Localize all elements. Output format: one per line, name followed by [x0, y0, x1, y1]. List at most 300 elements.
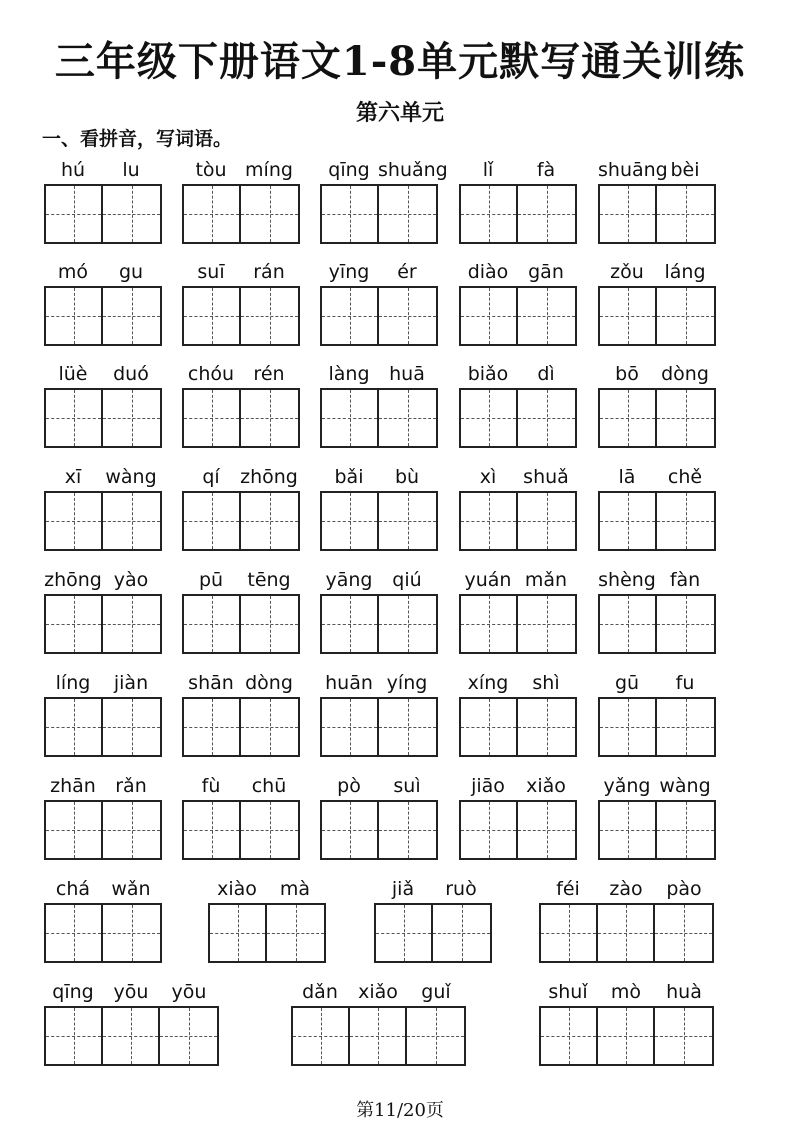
- pinyin-syllable: xiǎo: [358, 981, 398, 1003]
- pinyin-syllable: xī: [64, 466, 82, 488]
- pinyin-row: [459, 260, 577, 284]
- tian-zi-ge-cell[interactable]: [103, 390, 160, 446]
- writing-boxes: [598, 800, 716, 860]
- pinyin-syllable: qiú: [392, 569, 422, 591]
- pinyin-syllable: qīng: [52, 981, 94, 1003]
- writing-boxes: [44, 1006, 219, 1066]
- writing-boxes: [44, 184, 162, 244]
- word-item: [459, 362, 577, 448]
- tian-zi-ge-cell[interactable]: [657, 802, 714, 858]
- tian-zi-ge-cell[interactable]: [518, 493, 575, 549]
- word-item: [598, 774, 716, 860]
- pinyin-syllable: gān: [528, 261, 564, 283]
- tian-zi-ge-cell[interactable]: [241, 493, 298, 549]
- pinyin-syllable: fu: [675, 672, 695, 694]
- word-item: [44, 568, 162, 654]
- pinyin-syllable: tēng: [247, 569, 291, 591]
- writing-boxes: [44, 388, 162, 448]
- writing-boxes: [374, 903, 492, 963]
- pinyin-syllable: shèng: [598, 569, 656, 591]
- tian-zi-ge-cell[interactable]: [600, 699, 657, 755]
- pinyin-syllable: jiàn: [113, 672, 149, 694]
- pinyin-syllable: rán: [253, 261, 285, 283]
- word-item: [459, 671, 577, 757]
- pinyin-syllable: zào: [609, 878, 643, 900]
- writing-boxes: [459, 286, 577, 346]
- tian-zi-ge-cell[interactable]: [46, 288, 103, 344]
- pinyin-row: [598, 774, 716, 798]
- pinyin-syllable: xíng: [467, 672, 509, 694]
- tian-zi-ge-cell[interactable]: [379, 596, 436, 652]
- tian-zi-ge-cell[interactable]: [103, 1008, 160, 1064]
- tian-zi-ge-cell[interactable]: [657, 288, 714, 344]
- pinyin-syllable: bǎi: [334, 466, 364, 488]
- tian-zi-ge-cell[interactable]: [184, 493, 241, 549]
- pinyin-syllable: làng: [328, 363, 370, 385]
- tian-zi-ge-cell[interactable]: [600, 596, 657, 652]
- tian-zi-ge-cell[interactable]: [46, 905, 103, 961]
- pinyin-syllable: shuǎng: [378, 159, 448, 181]
- writing-boxes: [182, 184, 300, 244]
- pinyin-syllable: ér: [397, 261, 417, 283]
- writing-boxes: [320, 800, 438, 860]
- writing-boxes: [44, 800, 162, 860]
- pinyin-row: [459, 362, 577, 386]
- tian-zi-ge-cell[interactable]: [184, 288, 241, 344]
- tian-zi-ge-cell[interactable]: [103, 802, 160, 858]
- pinyin-syllable: rén: [253, 363, 285, 385]
- pinyin-syllable: pò: [337, 775, 361, 797]
- word-item: [374, 877, 492, 963]
- pinyin-row: [44, 774, 162, 798]
- writing-boxes: [459, 388, 577, 448]
- word-item: [44, 362, 162, 448]
- writing-boxes: [182, 800, 300, 860]
- pinyin-row: [320, 671, 438, 695]
- pinyin-syllable: yuán: [464, 569, 512, 591]
- tian-zi-ge-cell[interactable]: [461, 390, 518, 446]
- tian-zi-ge-cell[interactable]: [541, 905, 598, 961]
- pinyin-row: [44, 260, 162, 284]
- pinyin-syllable: yíng: [386, 672, 428, 694]
- tian-zi-ge-cell[interactable]: [103, 493, 160, 549]
- pinyin-syllable: jiǎ: [391, 878, 415, 900]
- pinyin-syllable: wǎn: [111, 878, 151, 900]
- writing-boxes: [320, 286, 438, 346]
- pinyin-row: [44, 568, 162, 592]
- pinyin-row: [182, 671, 300, 695]
- pinyin-row: [182, 362, 300, 386]
- tian-zi-ge-cell[interactable]: [657, 390, 714, 446]
- pinyin-syllable: shān: [188, 672, 234, 694]
- pinyin-row: [320, 465, 438, 489]
- unit-heading: 第六单元: [355, 100, 444, 126]
- pinyin-syllable: bù: [394, 466, 420, 488]
- tian-zi-ge-cell[interactable]: [46, 596, 103, 652]
- pinyin-row: [208, 877, 326, 901]
- pinyin-syllable: lu: [122, 159, 140, 181]
- pinyin-row: [598, 465, 716, 489]
- pinyin-syllable: huā: [389, 363, 425, 385]
- pinyin-syllable: xiǎo: [526, 775, 566, 797]
- tian-zi-ge-cell[interactable]: [461, 802, 518, 858]
- pinyin-syllable: gu: [118, 261, 144, 283]
- pinyin-row: [320, 158, 448, 182]
- tian-zi-ge-cell[interactable]: [541, 1008, 598, 1064]
- pinyin-syllable: shuǎ: [523, 466, 569, 488]
- writing-boxes: [459, 184, 577, 244]
- tian-zi-ge-cell[interactable]: [46, 493, 103, 549]
- tian-zi-ge-cell[interactable]: [241, 596, 298, 652]
- word-item: [459, 465, 577, 551]
- tian-zi-ge-cell[interactable]: [379, 493, 436, 549]
- writing-boxes: [182, 388, 300, 448]
- pinyin-row: [598, 671, 716, 695]
- word-item: [182, 671, 300, 757]
- tian-zi-ge-cell[interactable]: [376, 905, 433, 961]
- writing-boxes: [598, 286, 716, 346]
- tian-zi-ge-cell[interactable]: [407, 1008, 464, 1064]
- word-item: [539, 980, 714, 1066]
- pinyin-syllable: lǐ: [482, 159, 494, 181]
- pinyin-syllable: féi: [556, 878, 580, 900]
- pinyin-syllable: zǒu: [610, 261, 644, 283]
- pinyin-row: [459, 465, 577, 489]
- tian-zi-ge-cell[interactable]: [184, 186, 241, 242]
- pinyin-syllable: yōu: [113, 981, 149, 1003]
- tian-zi-ge-cell[interactable]: [600, 186, 657, 242]
- word-item: [208, 877, 326, 963]
- word-item: [320, 362, 438, 448]
- pinyin-syllable: huān: [325, 672, 373, 694]
- pinyin-syllable: zhōng: [240, 466, 298, 488]
- pinyin-syllable: fù: [201, 775, 221, 797]
- pinyin-syllable: suì: [393, 775, 421, 797]
- pinyin-syllable: shì: [532, 672, 560, 694]
- tian-zi-ge-cell[interactable]: [322, 699, 379, 755]
- tian-zi-ge-cell[interactable]: [103, 186, 160, 242]
- pinyin-row: [320, 362, 438, 386]
- tian-zi-ge-cell[interactable]: [379, 390, 436, 446]
- word-item: [182, 774, 300, 860]
- writing-boxes: [459, 800, 577, 860]
- writing-boxes: [44, 903, 162, 963]
- tian-zi-ge-cell[interactable]: [600, 802, 657, 858]
- tian-zi-ge-cell[interactable]: [322, 390, 379, 446]
- pinyin-syllable: lüè: [58, 363, 88, 385]
- tian-zi-ge-cell[interactable]: [241, 802, 298, 858]
- pinyin-row: [44, 980, 219, 1004]
- tian-zi-ge-cell[interactable]: [241, 390, 298, 446]
- word-item: [459, 260, 577, 346]
- word-item: [44, 465, 162, 551]
- pinyin-syllable: xì: [479, 466, 497, 488]
- tian-zi-ge-cell[interactable]: [210, 905, 267, 961]
- tian-zi-ge-cell[interactable]: [46, 699, 103, 755]
- pinyin-row: [44, 362, 162, 386]
- pinyin-syllable: bō: [615, 363, 639, 385]
- writing-boxes: [182, 697, 300, 757]
- word-item: [598, 158, 716, 244]
- word-item: [44, 260, 162, 346]
- tian-zi-ge-cell[interactable]: [655, 905, 712, 961]
- tian-zi-ge-cell[interactable]: [103, 905, 160, 961]
- pinyin-syllable: dòng: [661, 363, 709, 385]
- tian-zi-ge-cell[interactable]: [461, 596, 518, 652]
- tian-zi-ge-cell[interactable]: [160, 1008, 217, 1064]
- tian-zi-ge-cell[interactable]: [518, 390, 575, 446]
- tian-zi-ge-cell[interactable]: [379, 699, 436, 755]
- writing-boxes: [208, 903, 326, 963]
- pinyin-row: [182, 260, 300, 284]
- word-item: [182, 465, 300, 551]
- pinyin-syllable: xiào: [217, 878, 257, 900]
- tian-zi-ge-cell[interactable]: [267, 905, 324, 961]
- word-item: [598, 260, 716, 346]
- writing-boxes: [459, 697, 577, 757]
- tian-zi-ge-cell[interactable]: [322, 186, 379, 242]
- pinyin-row: [459, 568, 577, 592]
- pinyin-row: [320, 260, 438, 284]
- tian-zi-ge-cell[interactable]: [598, 905, 655, 961]
- tian-zi-ge-cell[interactable]: [655, 1008, 712, 1064]
- word-item: [291, 980, 466, 1066]
- tian-zi-ge-cell[interactable]: [103, 699, 160, 755]
- writing-boxes: [291, 1006, 466, 1066]
- tian-zi-ge-cell[interactable]: [379, 288, 436, 344]
- pinyin-row: [459, 671, 577, 695]
- pinyin-syllable: qīng: [328, 159, 370, 181]
- pinyin-row: [374, 877, 492, 901]
- pinyin-row: [539, 877, 714, 901]
- pinyin-row: [539, 980, 714, 1004]
- writing-boxes: [320, 184, 438, 244]
- pinyin-syllable: qí: [202, 466, 220, 488]
- pinyin-row: [598, 362, 716, 386]
- tian-zi-ge-cell[interactable]: [598, 1008, 655, 1064]
- pinyin-row: [44, 877, 162, 901]
- pinyin-syllable: bèi: [670, 159, 700, 181]
- tian-zi-ge-cell[interactable]: [518, 596, 575, 652]
- word-item: [320, 260, 438, 346]
- word-item: [320, 465, 438, 551]
- tian-zi-ge-cell[interactable]: [103, 288, 160, 344]
- tian-zi-ge-cell[interactable]: [657, 699, 714, 755]
- tian-zi-ge-cell[interactable]: [184, 596, 241, 652]
- tian-zi-ge-cell[interactable]: [657, 186, 714, 242]
- tian-zi-ge-cell[interactable]: [461, 493, 518, 549]
- tian-zi-ge-cell[interactable]: [379, 802, 436, 858]
- tian-zi-ge-cell[interactable]: [103, 596, 160, 652]
- pinyin-syllable: mà: [279, 878, 311, 900]
- pinyin-row: [44, 465, 162, 489]
- writing-boxes: [320, 697, 438, 757]
- section-heading: 一、看拼音，写词语。: [42, 128, 233, 150]
- pinyin-syllable: yāng: [325, 569, 373, 591]
- pinyin-syllable: diào: [467, 261, 509, 283]
- tian-zi-ge-cell[interactable]: [461, 186, 518, 242]
- page-number: 第11/20页: [356, 1100, 444, 1121]
- tian-zi-ge-cell[interactable]: [46, 802, 103, 858]
- writing-boxes: [459, 594, 577, 654]
- writing-boxes: [320, 594, 438, 654]
- pinyin-syllable: wàng: [105, 466, 157, 488]
- tian-zi-ge-cell[interactable]: [184, 802, 241, 858]
- pinyin-syllable: míng: [245, 159, 293, 181]
- writing-boxes: [182, 286, 300, 346]
- pinyin-syllable: biǎo: [467, 363, 509, 385]
- tian-zi-ge-cell[interactable]: [600, 288, 657, 344]
- tian-zi-ge-cell[interactable]: [600, 493, 657, 549]
- word-item: [598, 671, 716, 757]
- word-item: [44, 877, 162, 963]
- word-item: [320, 774, 438, 860]
- pinyin-syllable: mò: [610, 981, 642, 1003]
- pinyin-syllable: ruò: [445, 878, 477, 900]
- writing-boxes: [598, 594, 716, 654]
- pinyin-syllable: shuǐ: [548, 981, 588, 1003]
- pinyin-row: [459, 774, 577, 798]
- pinyin-syllable: dì: [537, 363, 555, 385]
- word-item: [182, 362, 300, 448]
- tian-zi-ge-cell[interactable]: [322, 802, 379, 858]
- writing-boxes: [44, 594, 162, 654]
- writing-boxes: [598, 491, 716, 551]
- tian-zi-ge-cell[interactable]: [600, 390, 657, 446]
- pinyin-syllable: fàn: [669, 569, 701, 591]
- tian-zi-ge-cell[interactable]: [461, 699, 518, 755]
- pinyin-syllable: mó: [57, 261, 89, 283]
- tian-zi-ge-cell[interactable]: [433, 905, 490, 961]
- pinyin-syllable: yīng: [328, 261, 370, 283]
- writing-boxes: [598, 697, 716, 757]
- pinyin-syllable: líng: [55, 672, 91, 694]
- pinyin-syllable: chá: [55, 878, 91, 900]
- pinyin-syllable: huà: [666, 981, 702, 1003]
- pinyin-syllable: yào: [113, 569, 149, 591]
- word-item: [44, 774, 162, 860]
- tian-zi-ge-cell[interactable]: [461, 288, 518, 344]
- word-item: [459, 568, 577, 654]
- pinyin-syllable: shuāng: [598, 159, 668, 181]
- pinyin-syllable: wàng: [659, 775, 711, 797]
- pinyin-row: [44, 671, 162, 695]
- tian-zi-ge-cell[interactable]: [46, 390, 103, 446]
- writing-boxes: [44, 286, 162, 346]
- pinyin-syllable: duó: [113, 363, 149, 385]
- writing-boxes: [44, 491, 162, 551]
- pinyin-syllable: hú: [60, 159, 86, 181]
- tian-zi-ge-cell[interactable]: [322, 493, 379, 549]
- pinyin-row: [598, 568, 716, 592]
- tian-zi-ge-cell[interactable]: [518, 186, 575, 242]
- tian-zi-ge-cell[interactable]: [657, 596, 714, 652]
- pinyin-syllable: mǎn: [524, 569, 568, 591]
- writing-boxes: [44, 697, 162, 757]
- pinyin-syllable: dòng: [245, 672, 293, 694]
- tian-zi-ge-cell[interactable]: [518, 699, 575, 755]
- word-item: [44, 671, 162, 757]
- tian-zi-ge-cell[interactable]: [184, 699, 241, 755]
- pinyin-syllable: yōu: [171, 981, 207, 1003]
- pinyin-row: [598, 260, 716, 284]
- pinyin-row: [182, 465, 300, 489]
- pinyin-syllable: pū: [198, 569, 224, 591]
- tian-zi-ge-cell[interactable]: [184, 390, 241, 446]
- pinyin-row: [598, 158, 716, 182]
- tian-zi-ge-cell[interactable]: [46, 186, 103, 242]
- writing-boxes: [320, 491, 438, 551]
- writing-boxes: [320, 388, 438, 448]
- word-item: [459, 774, 577, 860]
- pinyin-row: [44, 158, 162, 182]
- pinyin-syllable: pào: [666, 878, 702, 900]
- pinyin-syllable: zhōng: [44, 569, 102, 591]
- pinyin-row: [182, 158, 300, 182]
- pinyin-row: [182, 774, 300, 798]
- pinyin-syllable: tòu: [195, 159, 227, 181]
- tian-zi-ge-cell[interactable]: [46, 1008, 103, 1064]
- pinyin-syllable: fà: [536, 159, 556, 181]
- word-item: [459, 158, 577, 244]
- word-item: [182, 260, 300, 346]
- tian-zi-ge-cell[interactable]: [518, 288, 575, 344]
- tian-zi-ge-cell[interactable]: [379, 186, 436, 242]
- tian-zi-ge-cell[interactable]: [322, 288, 379, 344]
- tian-zi-ge-cell[interactable]: [322, 596, 379, 652]
- pinyin-row: [320, 774, 438, 798]
- writing-boxes: [539, 1006, 714, 1066]
- word-item: [598, 465, 716, 551]
- tian-zi-ge-cell[interactable]: [241, 288, 298, 344]
- pinyin-row: [291, 980, 466, 1004]
- pinyin-syllable: chóu: [187, 363, 235, 385]
- pinyin-row: [182, 568, 300, 592]
- pinyin-syllable: zhān: [50, 775, 96, 797]
- writing-boxes: [459, 491, 577, 551]
- word-item: [598, 362, 716, 448]
- writing-boxes: [598, 388, 716, 448]
- pinyin-syllable: lā: [618, 466, 636, 488]
- pinyin-syllable: chū: [251, 775, 287, 797]
- tian-zi-ge-cell[interactable]: [241, 699, 298, 755]
- pinyin-syllable: láng: [664, 261, 706, 283]
- word-item: [182, 158, 300, 244]
- pinyin-row: [320, 568, 438, 592]
- tian-zi-ge-cell[interactable]: [350, 1008, 407, 1064]
- writing-boxes: [539, 903, 714, 963]
- pinyin-syllable: rǎn: [115, 775, 147, 797]
- pinyin-syllable: guǐ: [421, 981, 451, 1003]
- word-item: [320, 158, 448, 244]
- word-item: [598, 568, 716, 654]
- tian-zi-ge-cell[interactable]: [293, 1008, 350, 1064]
- word-item: [44, 980, 219, 1066]
- tian-zi-ge-cell[interactable]: [518, 802, 575, 858]
- word-item: [320, 671, 438, 757]
- pinyin-syllable: dǎn: [302, 981, 338, 1003]
- writing-boxes: [598, 184, 716, 244]
- pinyin-syllable: yǎng: [603, 775, 651, 797]
- tian-zi-ge-cell[interactable]: [657, 493, 714, 549]
- word-item: [44, 158, 162, 244]
- tian-zi-ge-cell[interactable]: [241, 186, 298, 242]
- writing-boxes: [182, 491, 300, 551]
- pinyin-row: [459, 158, 577, 182]
- word-item: [539, 877, 714, 963]
- pinyin-syllable: suī: [197, 261, 225, 283]
- word-item: [320, 568, 438, 654]
